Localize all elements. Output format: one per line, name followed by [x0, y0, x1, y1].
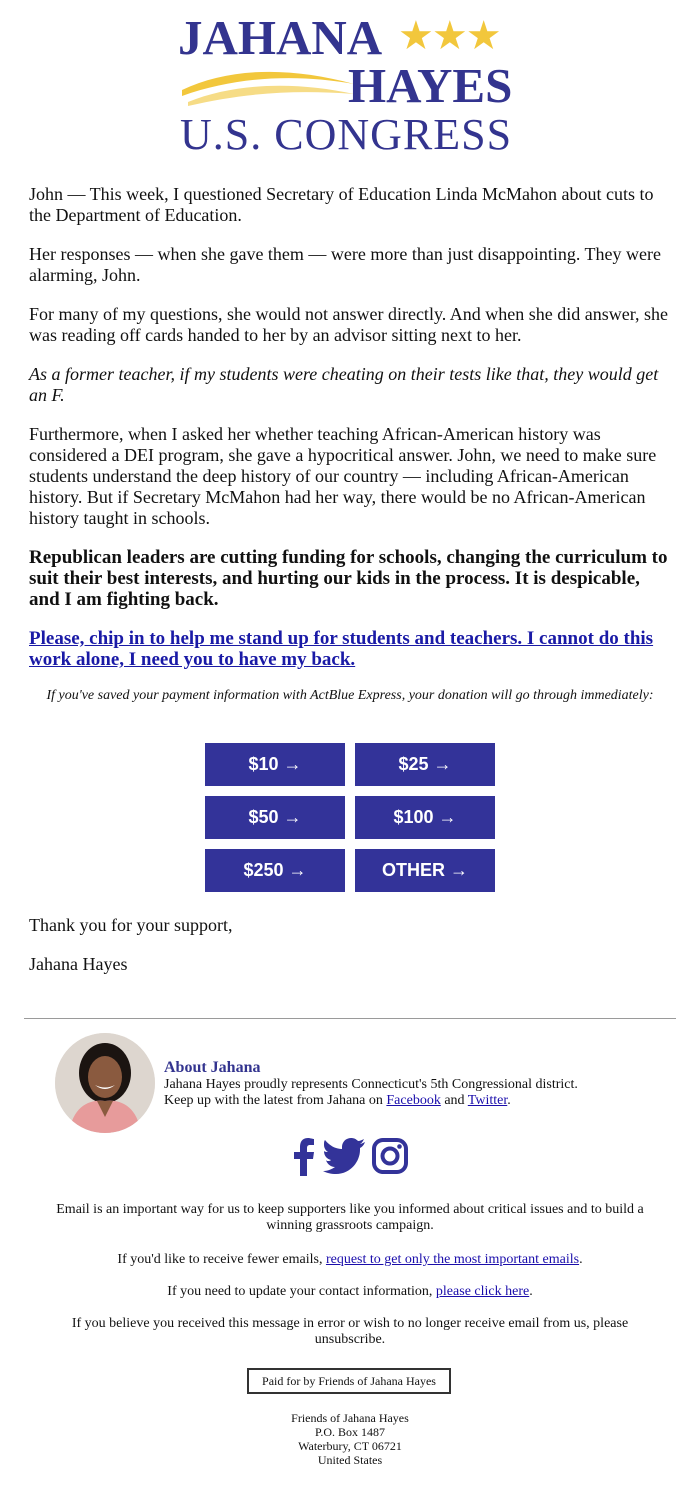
actblue-express-note: If you've saved your payment information with ActBlue Express, your donation will go through immediately:: [46, 688, 654, 703]
donate-10-button[interactable]: $10 →: [205, 743, 345, 786]
about-line-1: Jahana Hayes proudly represents Connecticut's 5th Congressional district.: [164, 1077, 578, 1092]
email-body: [29, 184, 674, 686]
address-line: Waterbury, CT 06721: [298, 1439, 402, 1453]
thanks-line: Thank you for your support,: [29, 915, 233, 935]
instagram-icon[interactable]: [372, 1138, 408, 1174]
italic-paragraph: As a former teacher, if my students were cheating on their tests like that, they would get an F.: [29, 364, 659, 405]
facebook-icon[interactable]: [293, 1138, 315, 1176]
donate-50-button[interactable]: $50 →: [205, 796, 345, 839]
update-contact-prefix: If you need to update your contact information,: [167, 1284, 436, 1299]
twitter-link[interactable]: Twitter: [467, 1093, 508, 1108]
avatar-portrait-icon: [55, 1033, 155, 1133]
body-paragraph: Her responses — when she gave them — were more than just disappointing. They were alarming, John.: [29, 244, 662, 285]
address-line: United States: [317, 1453, 383, 1467]
update-contact-suffix: .: [529, 1284, 533, 1299]
twitter-icon[interactable]: [323, 1138, 365, 1174]
fewer-emails-prefix: If you'd like to receive fewer emails,: [117, 1252, 326, 1267]
cta-paragraph: [29, 628, 674, 670]
logo-stars-icon: ★★★: [398, 13, 500, 58]
greeting-paragraph: John — This week, I questioned Secretary of Education Linda McMahon about cuts to the Department of Education.: [29, 184, 654, 225]
about-text: [164, 1077, 644, 1109]
social-icons: [290, 1138, 410, 1178]
logo-first-name: JAHANA: [178, 10, 383, 65]
avatar: [55, 1033, 155, 1133]
donate-cta-link[interactable]: Please, chip in to help me stand up for students and teachers. I cannot do this work alone, I need you to have my back.: [29, 628, 654, 670]
about-period: .: [507, 1093, 511, 1108]
about-line-2-prefix: Keep up with the latest from Jahana on: [164, 1093, 387, 1108]
section-divider: [24, 1018, 676, 1019]
donate-other-button[interactable]: OTHER →: [355, 849, 495, 892]
update-contact-link[interactable]: please click here: [435, 1284, 530, 1299]
address-line: Friends of Jahana Hayes: [291, 1411, 409, 1425]
body-paragraph: Furthermore, when I asked her whether teaching African-American history was considered a DEI program, she gave a hypocritical answer. John, we need to make sure students understand the deep history of our country — including African-American history. But if Secretary McMahon had her way, there would be no African-American history taught in schools.: [29, 424, 657, 528]
donate-250-button[interactable]: $250 →: [205, 849, 345, 892]
facebook-link[interactable]: Facebook: [386, 1093, 441, 1108]
body-paragraph: For many of my questions, she would not answer directly. And when she did answer, she was reading off cards handed to her by an advisor sitting next to her.: [29, 304, 669, 345]
logo-swoosh-icon: [178, 62, 358, 112]
campaign-logo: [178, 10, 524, 159]
donate-25-button[interactable]: $25 →: [355, 743, 495, 786]
bold-paragraph: Republican leaders are cutting funding for schools, changing the curriculum to suit their best interests, and hurting our kids in the process. It is despicable, and I am fighting back.: [29, 547, 668, 610]
fewer-emails-line: [50, 1252, 650, 1268]
unsubscribe-note: If you believe you received this message in error or wish to no longer receive email from us, please unsubscribe.: [71, 1316, 629, 1347]
logo-subtitle: U.S. CONGRESS: [180, 110, 513, 159]
signature: Jahana Hayes: [29, 954, 128, 974]
email-note: Email is an important way for us to keep supporters like you informed about critical issues and to build a winning grassroots campaign.: [56, 1202, 644, 1233]
mailing-address: [200, 1411, 500, 1467]
donate-100-button[interactable]: $100 →: [355, 796, 495, 839]
fewer-emails-suffix: .: [579, 1252, 583, 1267]
logo-last-name: HAYES: [348, 58, 513, 113]
paid-for-box: Paid for by Friends of Jahana Hayes: [247, 1368, 451, 1394]
address-line: P.O. Box 1487: [314, 1425, 385, 1439]
about-and: and: [440, 1093, 468, 1108]
update-contact-line: [50, 1284, 650, 1300]
closing: [29, 915, 232, 993]
important-emails-link[interactable]: request to get only the most important emails: [325, 1252, 580, 1267]
about-title: About Jahana: [164, 1059, 261, 1076]
